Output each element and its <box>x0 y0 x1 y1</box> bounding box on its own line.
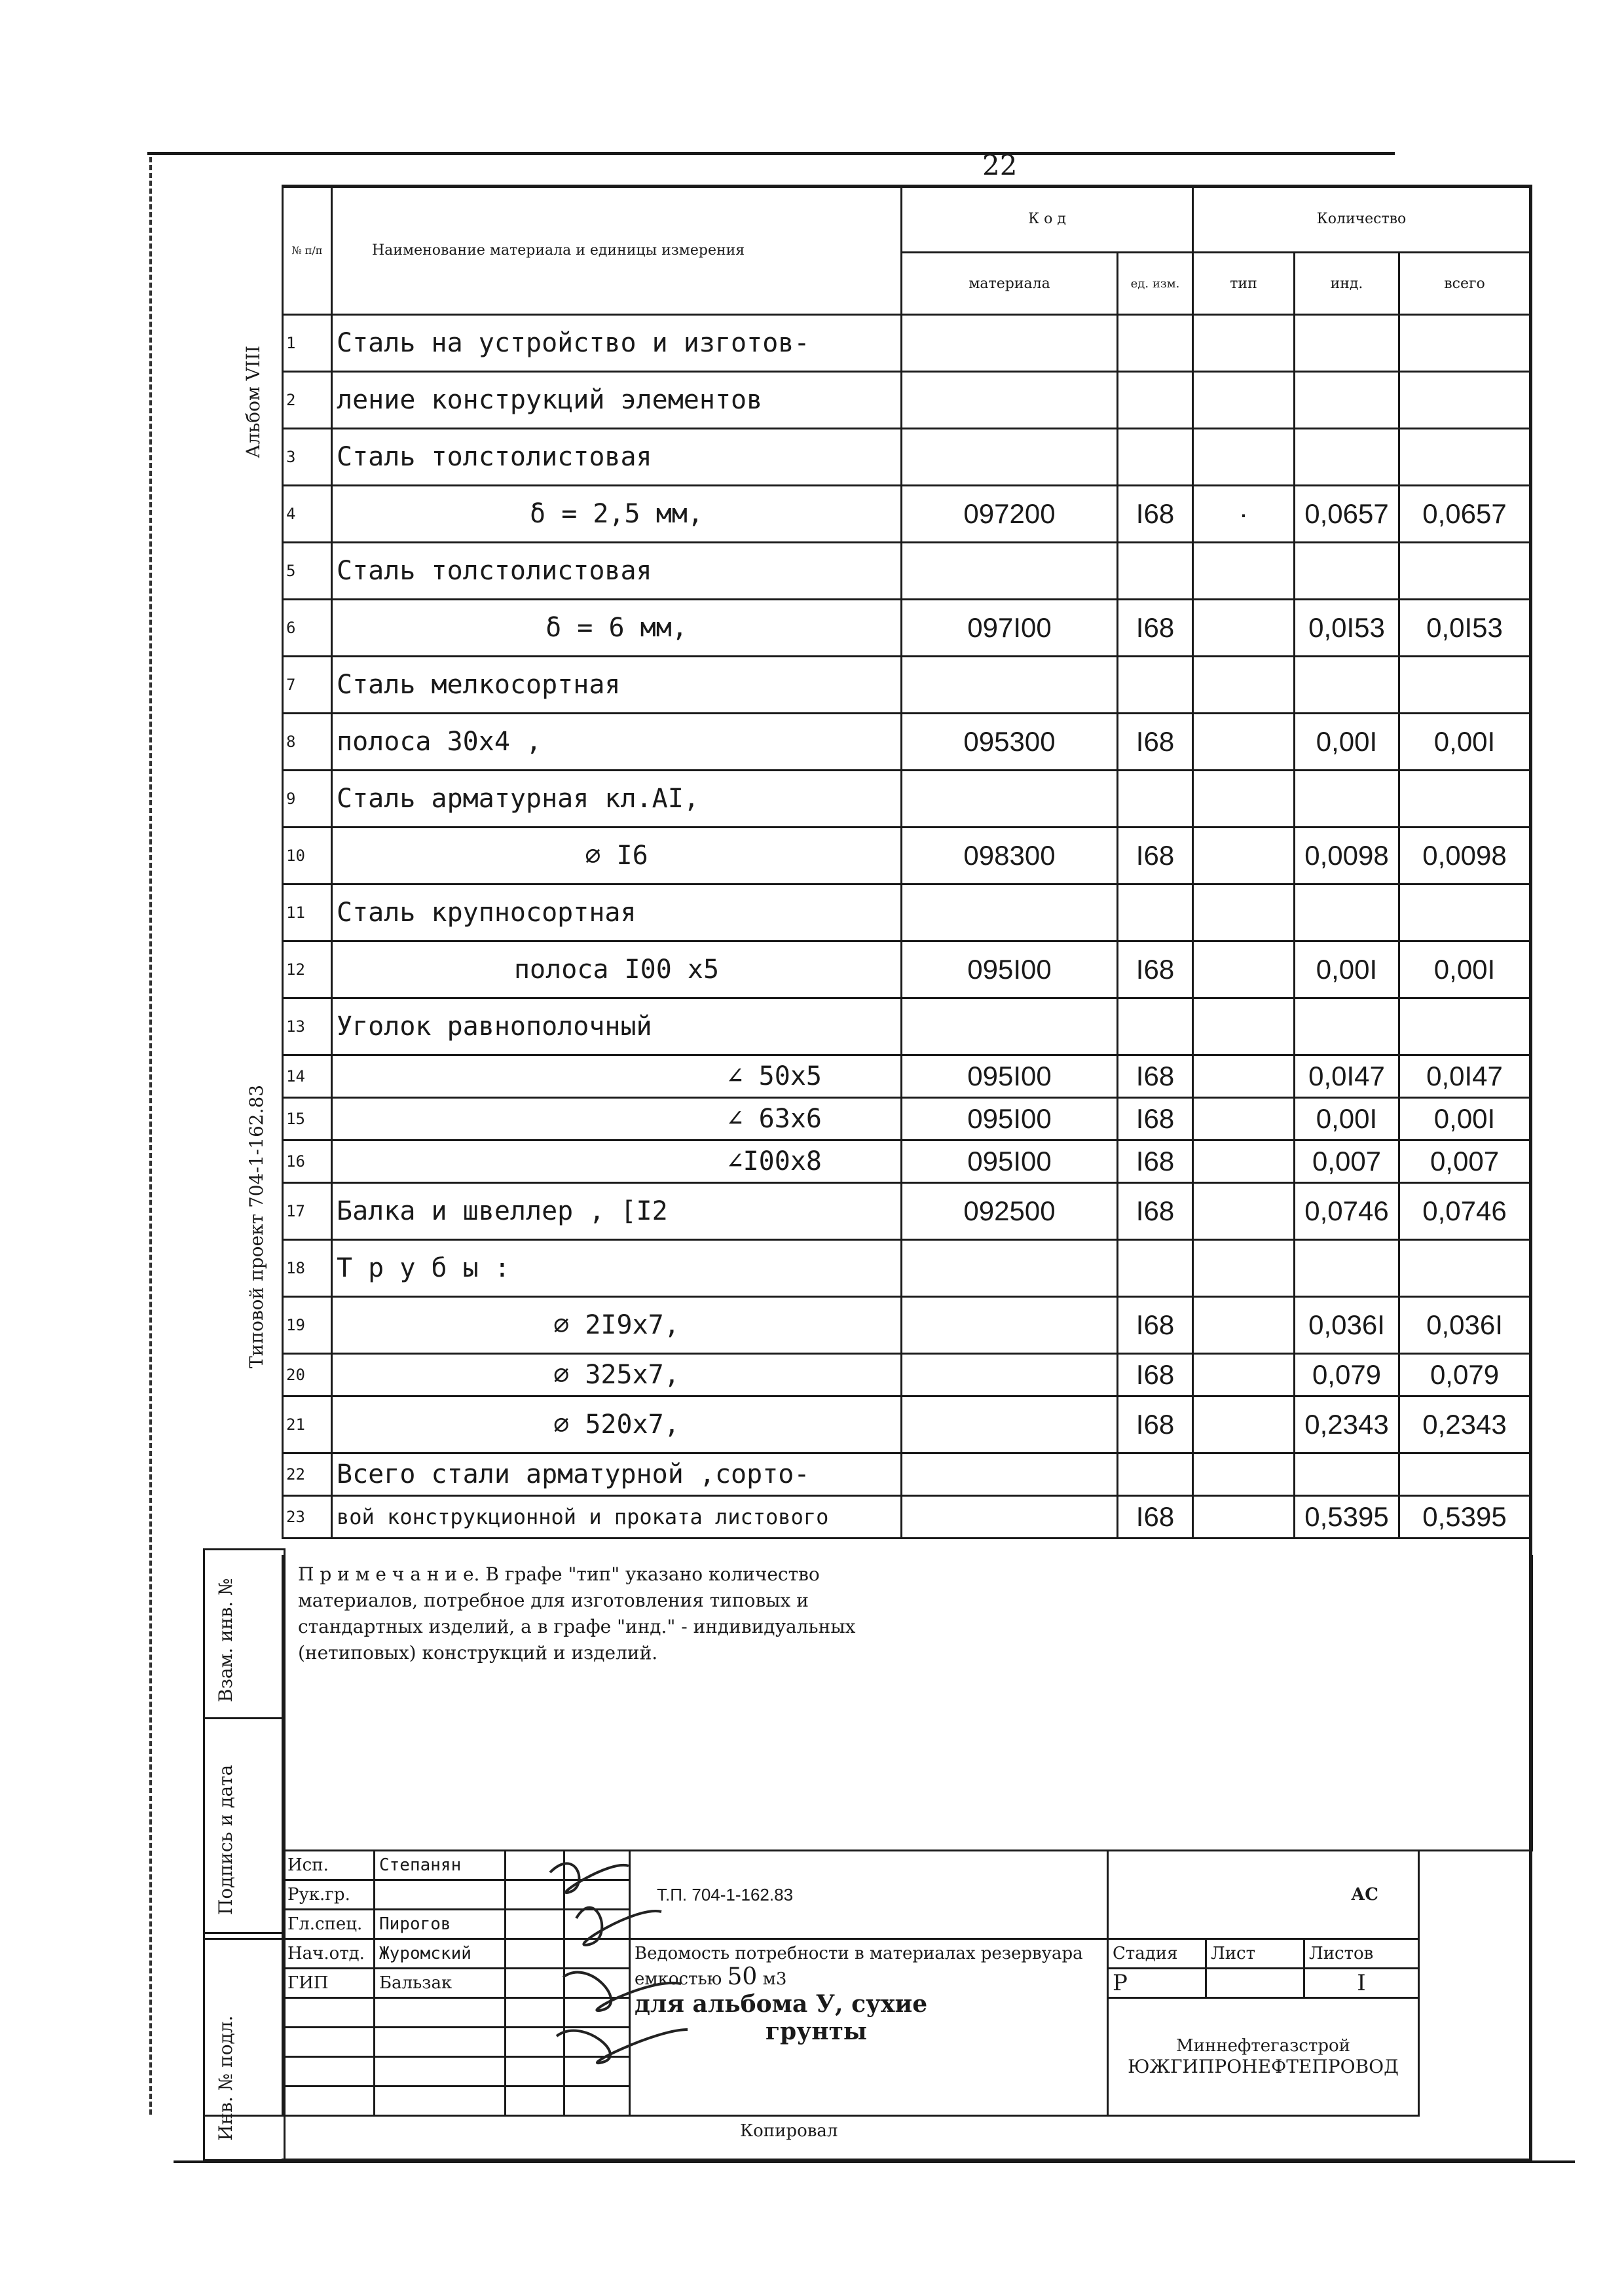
row-typ <box>1193 1496 1295 1539</box>
row-total <box>1399 998 1530 1055</box>
row-typ <box>1193 771 1295 828</box>
project-code: Т.П. 704-1-162.83 <box>630 1851 1108 1939</box>
row-ind: 0,036I <box>1295 1297 1399 1354</box>
row-total: 0,0657 <box>1399 486 1530 543</box>
capacity-unit: м3 <box>762 1969 787 1989</box>
row-unit <box>1118 315 1193 372</box>
sheets-value: I <box>1304 1969 1419 1998</box>
stamp-side-cell <box>204 1851 283 1939</box>
row-code <box>902 1354 1118 1396</box>
row-code <box>902 657 1118 714</box>
row-num: 23 <box>283 1496 332 1539</box>
table-row <box>283 714 1530 771</box>
document-title-line2: для альбома У, сухие <box>635 1990 928 2018</box>
section-mark: АС <box>1108 1851 1419 1939</box>
row-ind: 0,0098 <box>1295 828 1399 884</box>
stamp-name: Журомский <box>375 1939 506 1969</box>
row-unit: I68 <box>1118 1354 1193 1396</box>
row-unit <box>1118 429 1193 486</box>
row-num: 4 <box>283 486 332 543</box>
row-name: Сталь арматурная кл.АI, <box>332 771 902 828</box>
row-name: ∠ 63х6 <box>332 1098 902 1140</box>
table-row <box>283 1354 1530 1396</box>
row-num: 20 <box>283 1354 332 1396</box>
row-name: вой конструкционной и проката листового <box>332 1496 902 1539</box>
row-name: ∅ 325х7, <box>332 1354 902 1396</box>
row-num: 18 <box>283 1240 332 1297</box>
row-ind: 0,00I <box>1295 1098 1399 1140</box>
row-typ <box>1193 315 1295 372</box>
row-total: 0,0I53 <box>1399 600 1530 657</box>
stamp-name: Бальзак <box>375 1969 506 1998</box>
row-typ <box>1193 1055 1295 1098</box>
row-num: 3 <box>283 429 332 486</box>
stamp-date <box>564 2086 630 2116</box>
row-ind: 0,007 <box>1295 1140 1399 1183</box>
row-unit <box>1118 1240 1193 1297</box>
table-row <box>283 486 1530 543</box>
row-unit: I68 <box>1118 1297 1193 1354</box>
row-ind: 0,00I <box>1295 941 1399 998</box>
stamp-role: ГИП <box>283 1969 375 1998</box>
row-ind <box>1295 372 1399 429</box>
header-name: Наименование материала и единицы измерения <box>332 186 902 315</box>
row-num: 2 <box>283 372 332 429</box>
row-num: 8 <box>283 714 332 771</box>
table-row <box>283 543 1530 600</box>
signature-stroke <box>557 2030 688 2063</box>
table-row <box>283 372 1530 429</box>
document-title-line3: грунты <box>766 2018 868 2045</box>
table-row <box>283 1240 1530 1297</box>
table-row <box>283 1453 1530 1496</box>
row-ind <box>1295 543 1399 600</box>
stamp-name: Пирогов <box>375 1910 506 1939</box>
row-num: 21 <box>283 1396 332 1453</box>
note-text: П р и м е ч а н и е. В графе "тип" указано количество материалов, потребное для изготовления типовых и стандартных изделий, а в графе "инд." - индивидуальных (нетиповых) конструкций и изделий. <box>298 1563 856 1664</box>
row-name: полоса I00 х5 <box>332 941 902 998</box>
row-unit: I68 <box>1118 1140 1193 1183</box>
row-name: Балка и швеллер , [I2 <box>332 1183 902 1240</box>
row-total <box>1399 1240 1530 1297</box>
row-total <box>1399 771 1530 828</box>
row-name: ∅ I6 <box>332 828 902 884</box>
table-row <box>283 657 1530 714</box>
row-name: Всего стали арматурной ,сорто- <box>332 1453 902 1496</box>
row-code <box>902 998 1118 1055</box>
row-name: Сталь толстолистовая <box>332 429 902 486</box>
row-ind <box>1295 657 1399 714</box>
signature-stroke <box>563 1973 681 2011</box>
row-code: 097200 <box>902 486 1118 543</box>
row-ind <box>1295 315 1399 372</box>
row-total: 0,0746 <box>1399 1183 1530 1240</box>
row-total <box>1399 315 1530 372</box>
signature-stroke <box>550 1863 629 1893</box>
row-code <box>902 884 1118 941</box>
row-typ <box>1193 941 1295 998</box>
row-code: 095300 <box>902 714 1118 771</box>
table-row <box>283 1496 1530 1539</box>
row-typ <box>1193 714 1295 771</box>
table-row <box>283 429 1530 486</box>
row-typ <box>1193 1453 1295 1496</box>
stamp-name <box>375 2057 506 2086</box>
row-total: 0,036I <box>1399 1297 1530 1354</box>
row-total: 0,2343 <box>1399 1396 1530 1453</box>
row-num: 17 <box>283 1183 332 1240</box>
header-num: № п/п <box>283 186 332 315</box>
row-code: 095I00 <box>902 1098 1118 1140</box>
row-unit: I68 <box>1118 600 1193 657</box>
row-unit <box>1118 372 1193 429</box>
table-row <box>283 1297 1530 1354</box>
header-qty-total: всего <box>1399 253 1530 315</box>
row-total <box>1399 543 1530 600</box>
row-total: 0,5395 <box>1399 1496 1530 1539</box>
row-num: 12 <box>283 941 332 998</box>
row-ind <box>1295 998 1399 1055</box>
header-qty-typ: тип <box>1193 253 1295 315</box>
stamp-name <box>375 1880 506 1910</box>
bottom-line <box>174 2160 1575 2163</box>
row-name: δ = 6 мм, <box>332 600 902 657</box>
row-ind: 0,079 <box>1295 1354 1399 1396</box>
row-typ: · <box>1193 486 1295 543</box>
row-code <box>902 1496 1118 1539</box>
row-ind: 0,5395 <box>1295 1496 1399 1539</box>
row-unit: I68 <box>1118 1396 1193 1453</box>
row-num: 7 <box>283 657 332 714</box>
document-title-line1: Ведомость потребности в материалах резервуара емкостью <box>635 1944 1083 1989</box>
row-unit <box>1118 998 1193 1055</box>
margin-dashed-line <box>149 157 152 2115</box>
row-name: ∠I00х8 <box>332 1140 902 1183</box>
row-name: ∅ 2I9х7, <box>332 1297 902 1354</box>
title-block <box>203 1850 1420 2117</box>
row-code: 098300 <box>902 828 1118 884</box>
row-num: 19 <box>283 1297 332 1354</box>
row-unit: I68 <box>1118 1098 1193 1140</box>
stamp-role: Нач.отд. <box>283 1939 375 1969</box>
row-ind <box>1295 884 1399 941</box>
row-unit <box>1118 657 1193 714</box>
row-ind: 0,0657 <box>1295 486 1399 543</box>
table-row <box>283 600 1530 657</box>
organization-line1: Миннефтегазстрой <box>1176 2036 1350 2056</box>
stamp-role <box>283 1998 375 2028</box>
row-typ <box>1193 998 1295 1055</box>
row-num: 5 <box>283 543 332 600</box>
side-label-signature-date: Подпись и дата <box>215 1764 236 1915</box>
row-total: 0,007 <box>1399 1140 1530 1183</box>
frame-top-line <box>147 152 1395 155</box>
row-num: 22 <box>283 1453 332 1496</box>
row-code <box>902 315 1118 372</box>
stamp-name: Степанян <box>375 1851 506 1880</box>
side-label-album: Альбом VIII <box>242 345 264 458</box>
row-ind <box>1295 771 1399 828</box>
row-typ <box>1193 429 1295 486</box>
row-name: Сталь крупносортная <box>332 884 902 941</box>
row-name: Сталь мелкосортная <box>332 657 902 714</box>
row-ind: 0,2343 <box>1295 1396 1399 1453</box>
materials-table <box>282 185 1531 1539</box>
row-total: 0,00I <box>1399 941 1530 998</box>
row-code <box>902 1396 1118 1453</box>
row-num: 14 <box>283 1055 332 1098</box>
side-label-replace-inv: Взам. инв. № <box>215 1578 236 1702</box>
stage-value: Р <box>1108 1969 1206 1998</box>
row-name: ление конструкций элементов <box>332 372 902 429</box>
row-code <box>902 771 1118 828</box>
row-ind: 0,0I47 <box>1295 1055 1399 1098</box>
row-typ <box>1193 1183 1295 1240</box>
row-total <box>1399 372 1530 429</box>
copied-by-label: Копировал <box>740 2121 838 2141</box>
row-unit <box>1118 771 1193 828</box>
row-unit: I68 <box>1118 486 1193 543</box>
row-typ <box>1193 543 1295 600</box>
table-row <box>283 1396 1530 1453</box>
table-row <box>283 998 1530 1055</box>
row-typ <box>1193 600 1295 657</box>
row-unit: I68 <box>1118 941 1193 998</box>
row-unit: I68 <box>1118 1183 1193 1240</box>
stage-label: Стадия <box>1108 1939 1206 1969</box>
stamp-role: Рук.гр. <box>283 1880 375 1910</box>
row-total <box>1399 1453 1530 1496</box>
row-code: 092500 <box>902 1183 1118 1240</box>
row-code <box>902 1297 1118 1354</box>
row-unit: I68 <box>1118 1055 1193 1098</box>
row-code <box>902 1453 1118 1496</box>
row-name: Уголок равнополочный <box>332 998 902 1055</box>
row-unit: I68 <box>1118 1496 1193 1539</box>
table-row <box>283 1140 1530 1183</box>
row-typ <box>1193 1297 1295 1354</box>
row-total <box>1399 429 1530 486</box>
row-total <box>1399 884 1530 941</box>
side-label-project: Типовой проект 704-1-162.83 <box>246 1084 267 1368</box>
stamp-side-cell <box>204 1939 283 2116</box>
side-label-inv-original: Инв. № подл. <box>215 2015 236 2141</box>
row-ind: 0,0I53 <box>1295 600 1399 657</box>
row-num: 11 <box>283 884 332 941</box>
stamp-role <box>283 2086 375 2116</box>
table-row <box>283 1055 1530 1098</box>
organization <box>1108 1998 1419 2116</box>
table-row <box>283 1183 1530 1240</box>
row-code: 095I00 <box>902 1055 1118 1098</box>
row-typ <box>1193 1354 1295 1396</box>
row-code: 097I00 <box>902 600 1118 657</box>
row-typ <box>1193 372 1295 429</box>
row-name: ∠ 50х5 <box>332 1055 902 1098</box>
stamp-role: Исп. <box>283 1851 375 1880</box>
row-num: 6 <box>283 600 332 657</box>
header-qty-ind: инд. <box>1295 253 1399 315</box>
signature-stroke <box>576 1908 661 1945</box>
row-code: 095I00 <box>902 1140 1118 1183</box>
row-ind <box>1295 1240 1399 1297</box>
page-number: 22 <box>982 149 1018 181</box>
row-total: 0,079 <box>1399 1354 1530 1396</box>
row-num: 10 <box>283 828 332 884</box>
row-typ <box>1193 828 1295 884</box>
row-typ <box>1193 1098 1295 1140</box>
stamp-name <box>375 2028 506 2057</box>
row-ind <box>1295 1453 1399 1496</box>
header-code-material: материала <box>902 253 1118 315</box>
header-qty-group: Количество <box>1193 186 1530 253</box>
row-num: 9 <box>283 771 332 828</box>
row-code <box>902 1240 1118 1297</box>
row-name: ∅ 520х7, <box>332 1396 902 1453</box>
row-typ <box>1193 657 1295 714</box>
table-row <box>283 884 1530 941</box>
row-unit <box>1118 543 1193 600</box>
row-total: 0,0098 <box>1399 828 1530 884</box>
table-row <box>283 771 1530 828</box>
row-num: 16 <box>283 1140 332 1183</box>
sheet-label: Лист <box>1206 1939 1304 1969</box>
row-name: Сталь на устройство и изготов- <box>332 315 902 372</box>
stamp-role <box>283 2057 375 2086</box>
stamp-role <box>283 2028 375 2057</box>
row-ind: 0,00I <box>1295 714 1399 771</box>
row-name: Т р у б ы : <box>332 1240 902 1297</box>
table-row <box>283 1098 1530 1140</box>
header-code-group: К о д <box>902 186 1193 253</box>
sheets-label: Листов <box>1304 1939 1419 1969</box>
row-ind <box>1295 429 1399 486</box>
row-code <box>902 372 1118 429</box>
row-total: 0,00I <box>1399 1098 1530 1140</box>
row-unit <box>1118 884 1193 941</box>
stamp-name <box>375 1998 506 2028</box>
row-total: 0,00I <box>1399 714 1530 771</box>
row-total: 0,0I47 <box>1399 1055 1530 1098</box>
row-code: 095I00 <box>902 941 1118 998</box>
row-code <box>902 429 1118 486</box>
stamp-signature <box>506 2086 564 2116</box>
row-total <box>1399 657 1530 714</box>
row-name: полоса 30х4 , <box>332 714 902 771</box>
row-num: 13 <box>283 998 332 1055</box>
organization-line2: ЮЖГИПРОНЕФТЕПРОВОД <box>1128 2056 1399 2077</box>
row-unit: I68 <box>1118 714 1193 771</box>
row-typ <box>1193 1396 1295 1453</box>
row-typ <box>1193 1140 1295 1183</box>
stamp-role: Гл.спец. <box>283 1910 375 1939</box>
sheet-value <box>1206 1969 1304 1998</box>
row-ind: 0,0746 <box>1295 1183 1399 1240</box>
row-typ <box>1193 884 1295 941</box>
stamp-name <box>375 2086 506 2116</box>
row-name: Сталь толстолистовая <box>332 543 902 600</box>
signature-scribbles <box>537 1846 707 2069</box>
row-typ <box>1193 1240 1295 1297</box>
row-unit <box>1118 1453 1193 1496</box>
row-num: 15 <box>283 1098 332 1140</box>
table-row <box>283 315 1530 372</box>
capacity-value: 50 <box>727 1963 758 1990</box>
row-code <box>902 543 1118 600</box>
header-code-unit: ед. изм. <box>1118 253 1193 315</box>
table-row <box>283 941 1530 998</box>
row-name: δ = 2,5 мм, <box>332 486 902 543</box>
row-unit: I68 <box>1118 828 1193 884</box>
table-row <box>283 828 1530 884</box>
row-num: 1 <box>283 315 332 372</box>
